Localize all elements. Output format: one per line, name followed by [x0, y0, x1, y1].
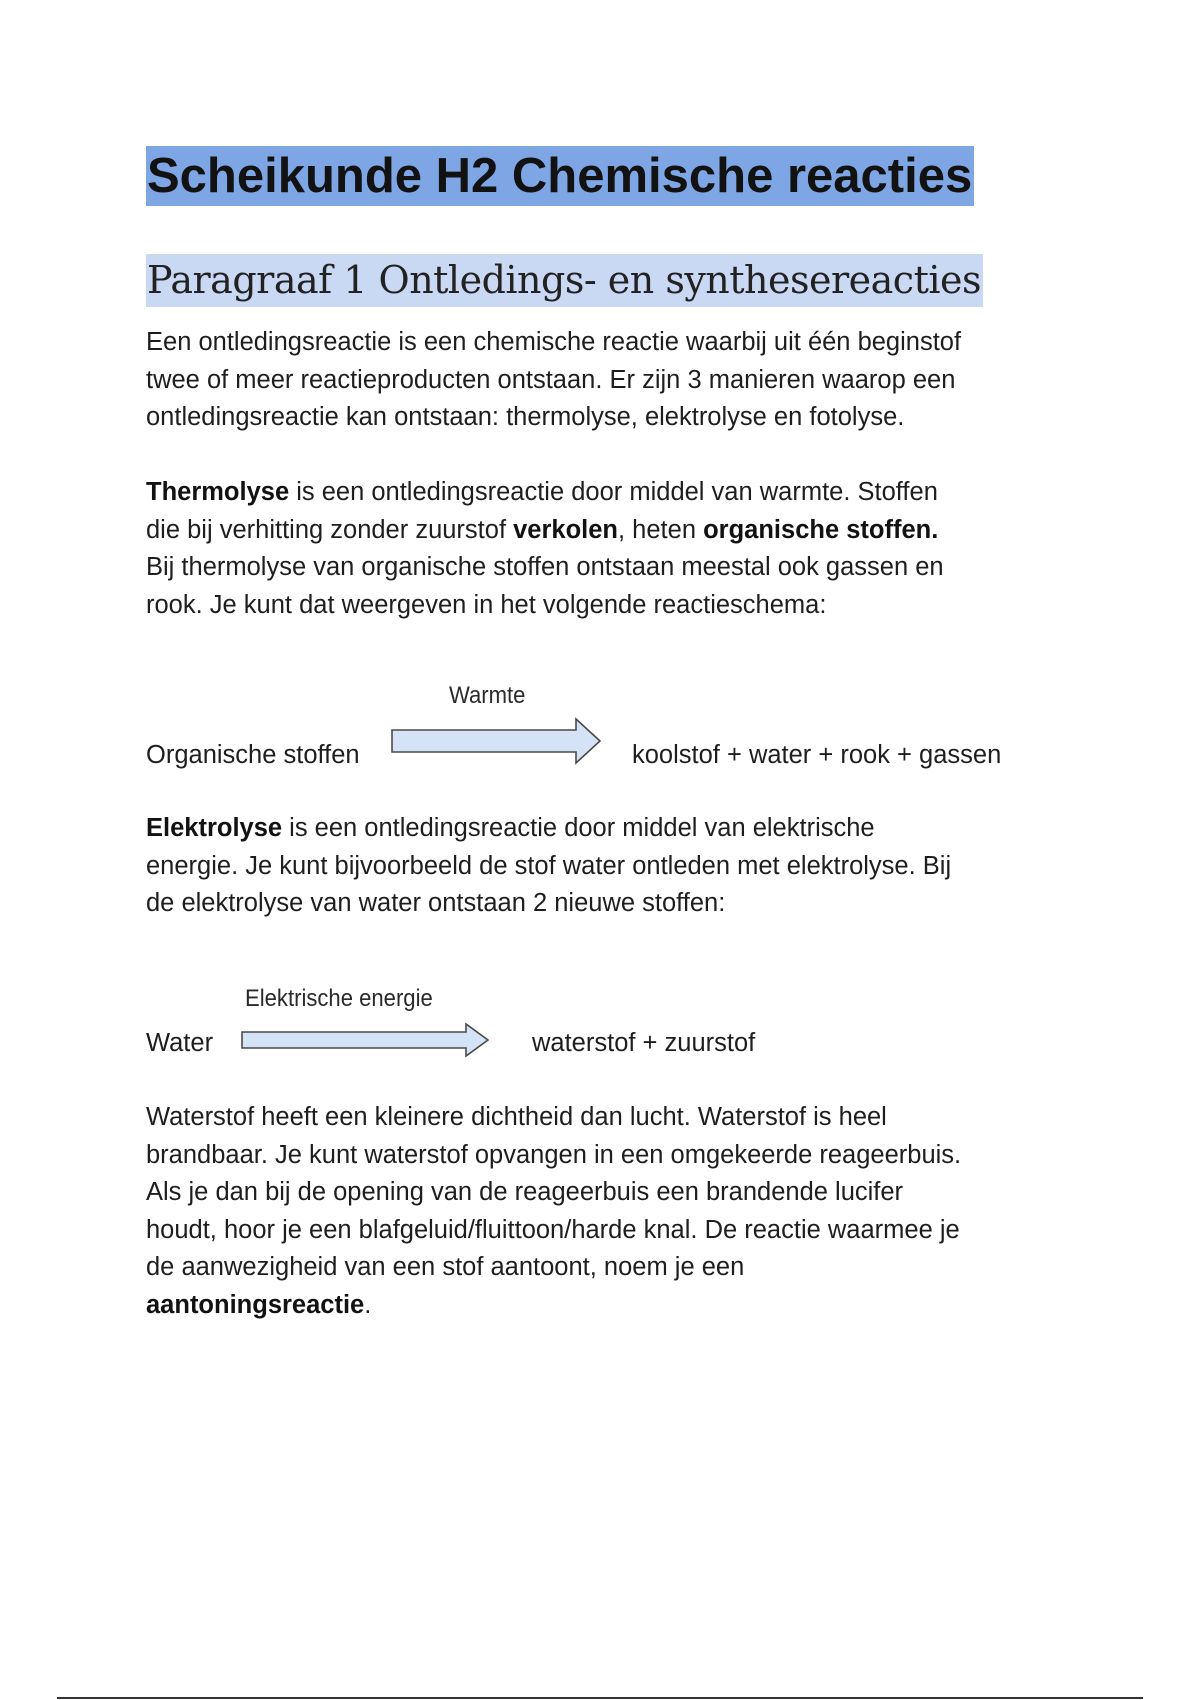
- reaction-reactant: Water: [146, 1029, 214, 1057]
- electrolysis-term: Elektrolyse: [146, 814, 283, 842]
- thermolysis-text: is een ontledingsreactie door middel van warmte. Stoffen: [289, 478, 938, 506]
- intro-line: twee of meer reactieproducten ontstaan. Er zijn 3 manieren waarop een: [146, 365, 956, 394]
- hydrogen-line: houdt, hoor je een blafgeluid/fluittoon/harde knal. De reactie waarmee je: [146, 1215, 960, 1244]
- hydrogen-line: brandbaar. Je kunt waterstof opvangen in een omgekeerde reageerbuis.: [146, 1140, 962, 1169]
- intro-paragraph: [146, 324, 1066, 437]
- intro-line: Een ontledingsreactie is een chemische reactie waarbij uit één beginstof: [146, 328, 962, 356]
- organische-stoffen-term: organische stoffen.: [703, 515, 939, 544]
- reaction-condition: Warmte: [449, 682, 526, 709]
- aantoningsreactie-term: aantoningsreactie: [146, 1290, 365, 1319]
- reaction-products: koolstof + water + rook + gassen: [632, 741, 1002, 769]
- thermolysis-line: rook. Je kunt dat weergeven in het volgende reactieschema:: [146, 590, 827, 619]
- electrolysis-paragraph: [146, 810, 1066, 923]
- intro-line: ontledingsreactie kan ontstaan: thermolyse, elektrolyse en fotolyse.: [146, 403, 905, 431]
- thermolysis-line: Bij thermolyse van organische stoffen ontstaan meestal ook gassen en: [146, 553, 944, 581]
- section-heading: Paragraaf 1 Ontledings- en synthesereacties: [146, 254, 983, 307]
- reaction-arrow-icon: [240, 1022, 492, 1058]
- hydrogen-paragraph: [146, 1099, 1066, 1324]
- page-title: Scheikunde H2 Chemische reacties: [146, 146, 974, 206]
- electrolysis-line: [146, 810, 1066, 848]
- hydrogen-text: .: [364, 1290, 372, 1319]
- thermolysis-line: [146, 474, 1066, 512]
- thermolysis-text: die bij verhitting zonder zuurstof: [146, 515, 514, 544]
- page-bottom-divider: [57, 1697, 1143, 1699]
- reaction-reactant: Organische stoffen: [146, 741, 360, 769]
- title-block: [146, 146, 974, 206]
- electrolysis-text: is een ontledingsreactie door middel van elektrische: [282, 814, 875, 842]
- hydrogen-line: Als je dan bij de opening van de reageerbuis een brandende lucifer: [146, 1178, 904, 1206]
- thermolysis-paragraph: [146, 474, 1066, 624]
- reaction-products: waterstof + zuurstof: [532, 1029, 756, 1057]
- thermolysis-term: Thermolyse: [146, 478, 290, 506]
- hydrogen-line: de aanwezigheid van een stof aantoont, noem je een: [146, 1253, 745, 1281]
- electrolysis-line: energie. Je kunt bijvoorbeeld de stof water ontleden met elektrolyse. Bij: [146, 851, 952, 880]
- verkolen-term: verkolen: [513, 515, 619, 544]
- hydrogen-line: [146, 1287, 1066, 1325]
- electrolysis-line: de elektrolyse van water ontstaan 2 nieuwe stoffen:: [146, 889, 726, 917]
- thermolysis-line: [146, 512, 1066, 550]
- reaction-condition: Elektrische energie: [245, 985, 433, 1012]
- reaction-arrow-icon: [390, 716, 604, 766]
- hydrogen-line: Waterstof heeft een kleinere dichtheid dan lucht. Waterstof is heel: [146, 1103, 887, 1131]
- section-heading-block: [146, 254, 983, 307]
- thermolysis-text: , heten: [618, 515, 704, 544]
